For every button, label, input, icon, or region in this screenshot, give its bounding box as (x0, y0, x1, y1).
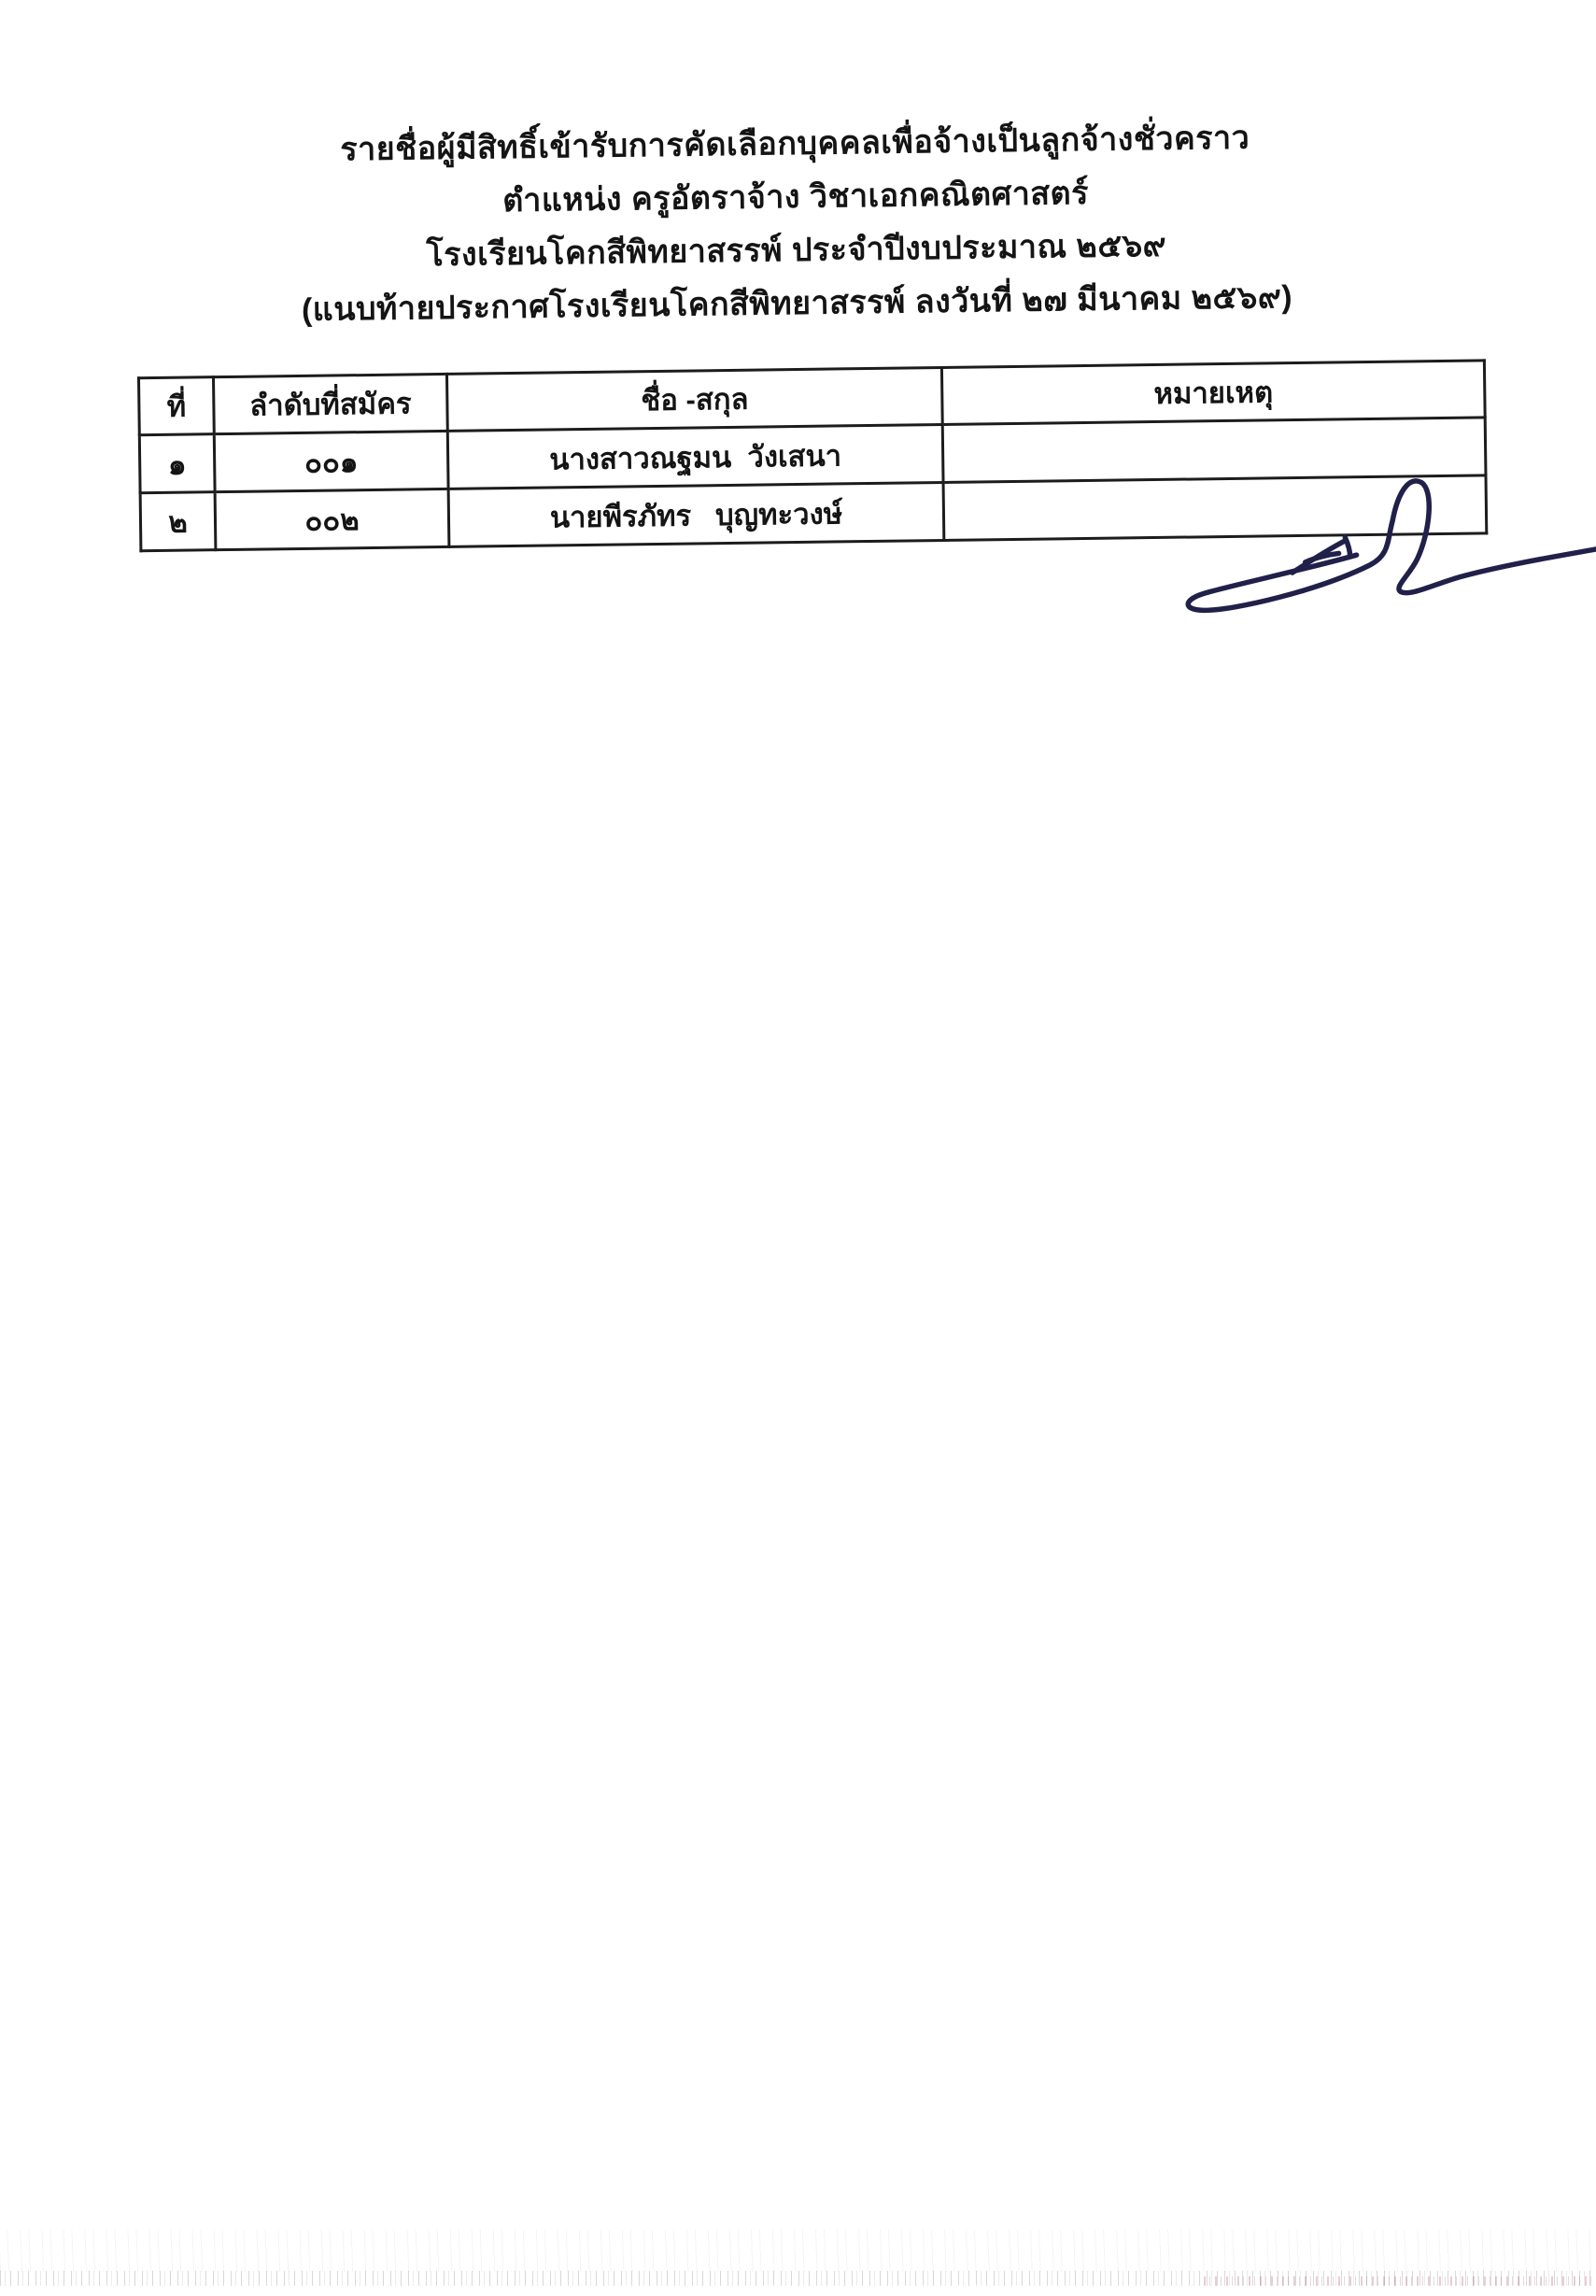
header-no: ที่ (139, 377, 215, 435)
header-name: ชื่อ -สกุล (446, 367, 942, 431)
scan-speckle-band (0, 2230, 1596, 2273)
signature-accent-stroke-3 (1345, 537, 1349, 556)
cell-no: ๒ (140, 492, 216, 551)
cell-remark (943, 475, 1487, 541)
cell-name: นายพีรภัทร บุญทะวงษ์ (448, 482, 944, 546)
signature-accent-stroke-2 (1306, 553, 1339, 561)
title-line-1: รายชื่อผู้มีสิทธิ์เข้ารับการคัดเลือกบุคคลเพื่อจ้างเป็นลูกจ้างชั่วคราว (340, 120, 1250, 168)
document-title-block (0, 107, 1595, 341)
applicants-table (137, 359, 1488, 552)
title-line-2: ตำแหน่ง ครูอัตราจ้าง วิชาเอกคณิตศาสตร์ (501, 175, 1090, 220)
signature-accent-stroke-1 (1292, 540, 1346, 573)
applicants-table-container (137, 359, 1488, 552)
scan-edge-noise-red (1204, 2276, 1596, 2286)
cell-name: นางสาวณฐมน วังเสนา (447, 424, 943, 489)
cell-no: ๑ (139, 434, 215, 493)
header-applicant-no: ลำดับที่สมัคร (213, 374, 447, 433)
title-line-4: (แนบท้ายประกาศโรงเรียนโคกสีพิทยาสรรพ์ ลงวันที่ ๒๗ มีนาคม ๒๕๖๙) (301, 279, 1293, 328)
cell-remark (942, 418, 1486, 483)
title-line-3: โรงเรียนโคกสีพิทยาสรรพ์ ประจำปีงบประมาณ ๒๕๖๙ (426, 227, 1167, 274)
header-remark: หมายเหตุ (941, 361, 1485, 425)
cell-applicant-no: ๐๐๑ (214, 431, 448, 491)
cell-applicant-no: ๐๐๒ (215, 489, 449, 549)
